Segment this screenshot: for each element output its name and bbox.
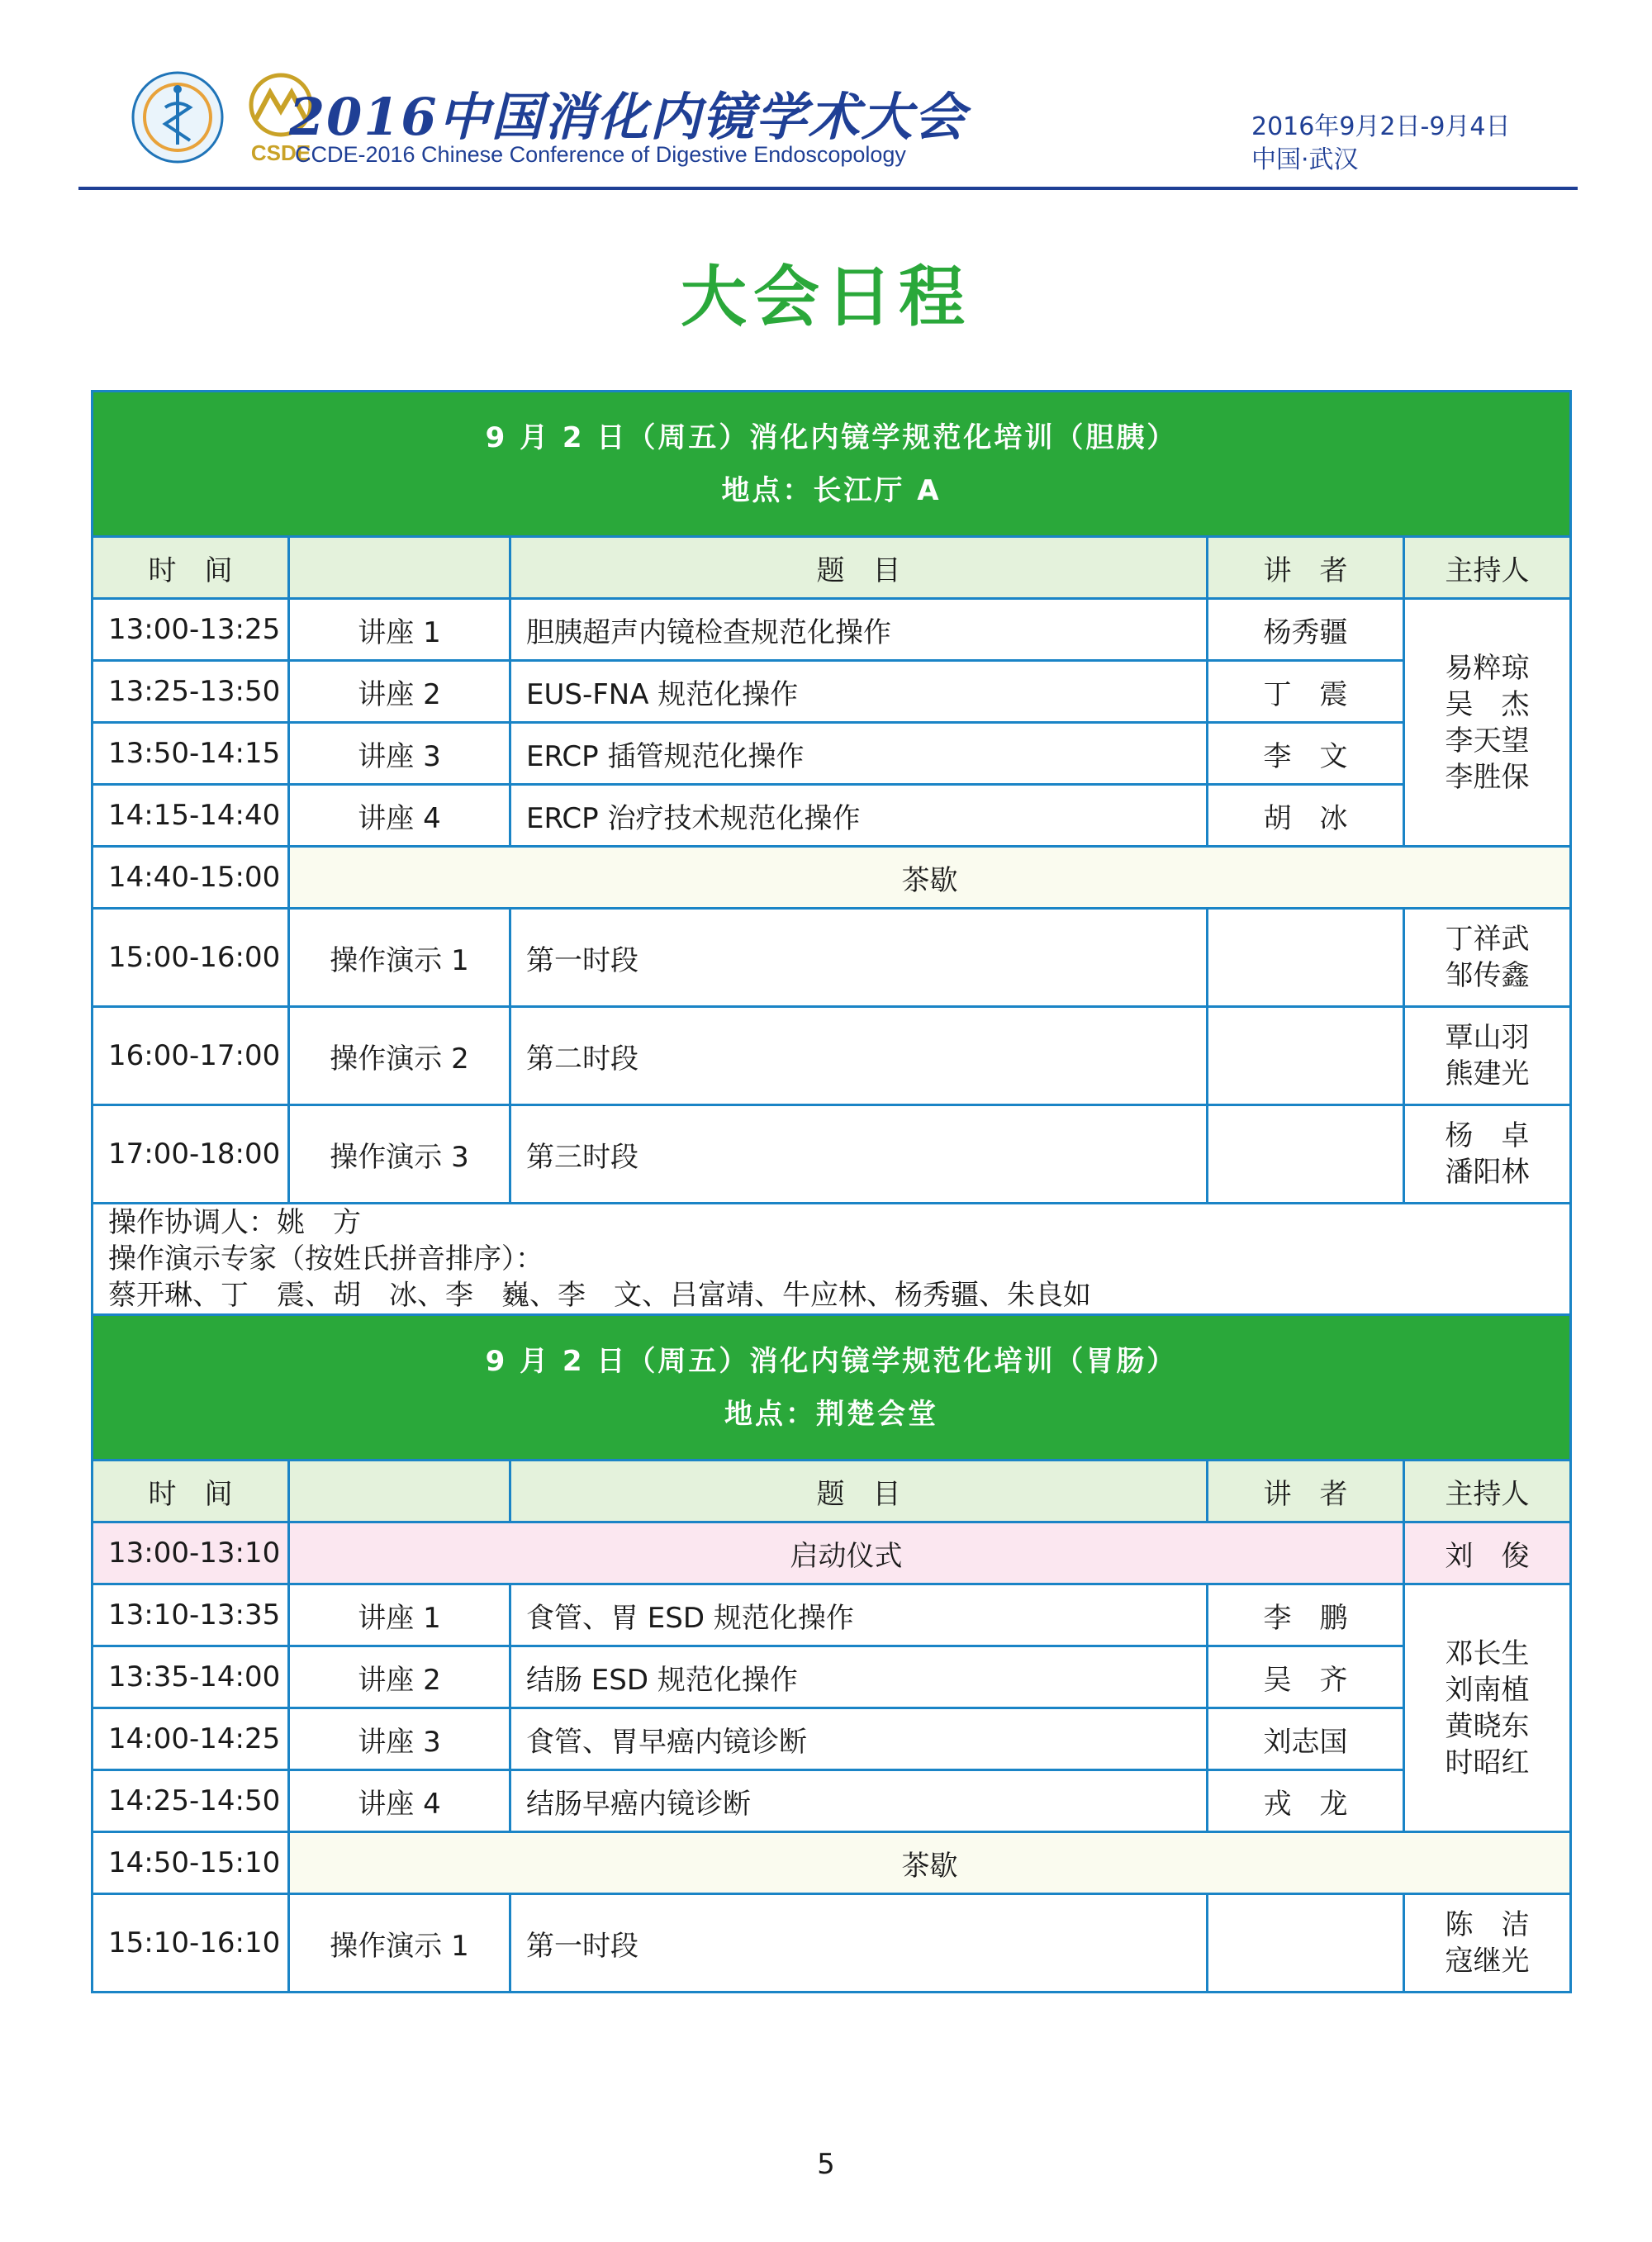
host-cell xyxy=(1404,1007,1571,1105)
host-cell xyxy=(1404,599,1571,847)
time-cell: 13:00-13:10 xyxy=(93,1522,289,1584)
column-header-topic: 题 目 xyxy=(510,537,1208,599)
session-type-cell: 操作演示 3 xyxy=(289,1105,510,1204)
time-cell: 14:25-14:50 xyxy=(93,1770,289,1832)
host-name: 熊建光 xyxy=(1445,1057,1530,1090)
column-header-speaker: 讲 者 xyxy=(1208,537,1404,599)
topic-cell: 食管、胃 ESD 规范化操作 xyxy=(510,1584,1208,1646)
column-header-time: 时 间 xyxy=(93,537,289,599)
conference-location: 中国·武汉 xyxy=(1251,145,1359,174)
session-type-cell: 讲座 4 xyxy=(289,785,510,847)
session-type-cell: 讲座 4 xyxy=(289,1770,510,1832)
host-name: 邹传鑫 xyxy=(1445,959,1530,992)
notes-cell xyxy=(93,1204,1571,1315)
break-label: 茶歇 xyxy=(289,847,1571,909)
column-header-host: 主持人 xyxy=(1404,1461,1571,1522)
host-cell xyxy=(1404,1584,1571,1832)
section-venue: 地点：长江厅 A xyxy=(721,473,942,507)
column-header-topic: 题 目 xyxy=(510,1461,1208,1522)
speaker-cell xyxy=(1208,1007,1404,1105)
host-name: 李胜保 xyxy=(1445,760,1530,794)
table-row xyxy=(93,1646,1571,1708)
column-header-type xyxy=(289,1461,510,1522)
csde-text: CSDE xyxy=(250,140,311,165)
topic-cell: 结肠早癌内镜诊断 xyxy=(510,1770,1208,1832)
time-cell: 13:50-14:15 xyxy=(93,723,289,785)
speaker-cell: 杨秀疆 xyxy=(1208,599,1404,661)
column-header-row xyxy=(93,537,1571,599)
session-type-cell: 操作演示 1 xyxy=(289,909,510,1007)
note-coordinator: 操作协调人：姚 方 xyxy=(108,1206,361,1239)
table-row xyxy=(93,1105,1571,1204)
topic-cell: 第三时段 xyxy=(510,1105,1208,1204)
host-name: 李天望 xyxy=(1445,724,1530,758)
column-header-speaker: 讲 者 xyxy=(1208,1461,1404,1522)
time-cell: 13:35-14:00 xyxy=(93,1646,289,1708)
section-header xyxy=(93,392,1571,537)
topic-cell: 第一时段 xyxy=(510,909,1208,1007)
table-row xyxy=(93,1708,1571,1770)
time-cell: 14:40-15:00 xyxy=(93,847,289,909)
host-name: 吴 杰 xyxy=(1445,687,1530,721)
topic-cell: ERCP 治疗技术规范化操作 xyxy=(510,785,1208,847)
session-type-cell: 讲座 2 xyxy=(289,1646,510,1708)
column-header-host: 主持人 xyxy=(1404,537,1571,599)
topic-cell: 结肠 ESD 规范化操作 xyxy=(510,1646,1208,1708)
time-cell: 15:00-16:00 xyxy=(93,909,289,1007)
page-title: 大会日程 xyxy=(681,259,971,335)
topic-cell: 胆胰超声内镜检查规范化操作 xyxy=(510,599,1208,661)
table-row xyxy=(93,723,1571,785)
host-name: 杨 卓 xyxy=(1445,1119,1530,1152)
speaker-cell: 李 文 xyxy=(1208,723,1404,785)
host-name: 邓长生 xyxy=(1445,1636,1530,1670)
host-cell xyxy=(1404,1105,1571,1204)
session-type-cell: 讲座 3 xyxy=(289,723,510,785)
session-type-cell: 操作演示 2 xyxy=(289,1007,510,1105)
time-cell: 13:25-13:50 xyxy=(93,661,289,723)
time-cell: 14:15-14:40 xyxy=(93,785,289,847)
column-header-type xyxy=(289,537,510,599)
speaker-cell xyxy=(1208,909,1404,1007)
column-header-row xyxy=(93,1461,1571,1522)
table-row xyxy=(93,599,1571,661)
time-cell: 13:00-13:25 xyxy=(93,599,289,661)
table-row xyxy=(93,785,1571,847)
host-name: 易粹琼 xyxy=(1445,651,1530,685)
speaker-cell xyxy=(1208,1894,1404,1993)
time-cell: 14:50-15:10 xyxy=(93,1832,289,1894)
break-label: 茶歇 xyxy=(289,1832,1571,1894)
session-type-cell: 讲座 1 xyxy=(289,599,510,661)
note-experts-heading: 操作演示专家（按姓氏拼音排序）： xyxy=(108,1242,544,1275)
table-row xyxy=(93,1894,1571,1993)
table-row xyxy=(93,1584,1571,1646)
break-row xyxy=(93,1832,1571,1894)
host-cell: 刘 俊 xyxy=(1404,1522,1571,1584)
time-cell: 13:10-13:35 xyxy=(93,1584,289,1646)
speaker-cell: 刘志国 xyxy=(1208,1708,1404,1770)
page-number: 5 xyxy=(817,2148,835,2181)
table-row xyxy=(93,909,1571,1007)
cma-emblem-icon xyxy=(128,66,227,169)
section-venue: 地点：荆楚会堂 xyxy=(724,1397,939,1431)
schedule-table xyxy=(91,390,1572,1993)
host-name: 时昭红 xyxy=(1445,1746,1530,1779)
session-type-cell: 讲座 2 xyxy=(289,661,510,723)
host-cell xyxy=(1404,1894,1571,1993)
section-header xyxy=(93,1315,1571,1461)
conference-date: 2016年9月2日-9月4日 xyxy=(1251,112,1511,141)
opening-label: 启动仪式 xyxy=(289,1522,1404,1584)
host-name: 刘南植 xyxy=(1445,1673,1530,1707)
table-row xyxy=(93,1007,1571,1105)
topic-cell: 第二时段 xyxy=(510,1007,1208,1105)
table-row xyxy=(93,1770,1571,1832)
speaker-cell: 李 鹏 xyxy=(1208,1584,1404,1646)
time-cell: 14:00-14:25 xyxy=(93,1708,289,1770)
topic-cell: 食管、胃早癌内镜诊断 xyxy=(510,1708,1208,1770)
topic-cell: EUS-FNA 规范化操作 xyxy=(510,661,1208,723)
session-type-cell: 讲座 1 xyxy=(289,1584,510,1646)
break-row xyxy=(93,847,1571,909)
conference-subtitle: CCDE-2016 Chinese Conference of Digestive Endoscopology xyxy=(295,142,906,167)
conference-title: 2016中国消化内镜学术大会 xyxy=(289,87,967,147)
note-experts-list: 蔡开琳、丁 震、胡 冰、李 巍、李 文、吕富靖、牛应林、杨秀疆、朱良如 xyxy=(108,1279,1091,1312)
host-name: 丁祥武 xyxy=(1445,923,1530,956)
table-row xyxy=(93,661,1571,723)
host-name: 覃山羽 xyxy=(1445,1021,1530,1054)
host-name: 寇继光 xyxy=(1445,1945,1530,1978)
speaker-cell: 胡 冰 xyxy=(1208,785,1404,847)
speaker-cell: 吴 齐 xyxy=(1208,1646,1404,1708)
speaker-cell xyxy=(1208,1105,1404,1204)
host-name: 潘阳林 xyxy=(1445,1156,1530,1189)
host-cell xyxy=(1404,909,1571,1007)
topic-cell: ERCP 插管规范化操作 xyxy=(510,723,1208,785)
page-header xyxy=(78,50,1578,190)
time-cell: 16:00-17:00 xyxy=(93,1007,289,1105)
host-name: 陈 洁 xyxy=(1445,1908,1530,1941)
column-header-time: 时 间 xyxy=(93,1461,289,1522)
speaker-cell: 丁 震 xyxy=(1208,661,1404,723)
topic-cell: 第一时段 xyxy=(510,1894,1208,1993)
session-type-cell: 讲座 3 xyxy=(289,1708,510,1770)
opening-row xyxy=(93,1522,1571,1584)
time-cell: 15:10-16:10 xyxy=(93,1894,289,1993)
session-type-cell: 操作演示 1 xyxy=(289,1894,510,1993)
notes-row xyxy=(93,1204,1571,1315)
section-title: 9 月 2 日（周五）消化内镜学规范化培训（胃肠） xyxy=(485,1344,1178,1378)
host-name: 黄晓东 xyxy=(1445,1709,1530,1743)
speaker-cell: 戎 龙 xyxy=(1208,1770,1404,1832)
section-title: 9 月 2 日（周五）消化内镜学规范化培训（胆胰） xyxy=(485,420,1178,454)
time-cell: 17:00-18:00 xyxy=(93,1105,289,1204)
header-divider xyxy=(78,187,1578,190)
